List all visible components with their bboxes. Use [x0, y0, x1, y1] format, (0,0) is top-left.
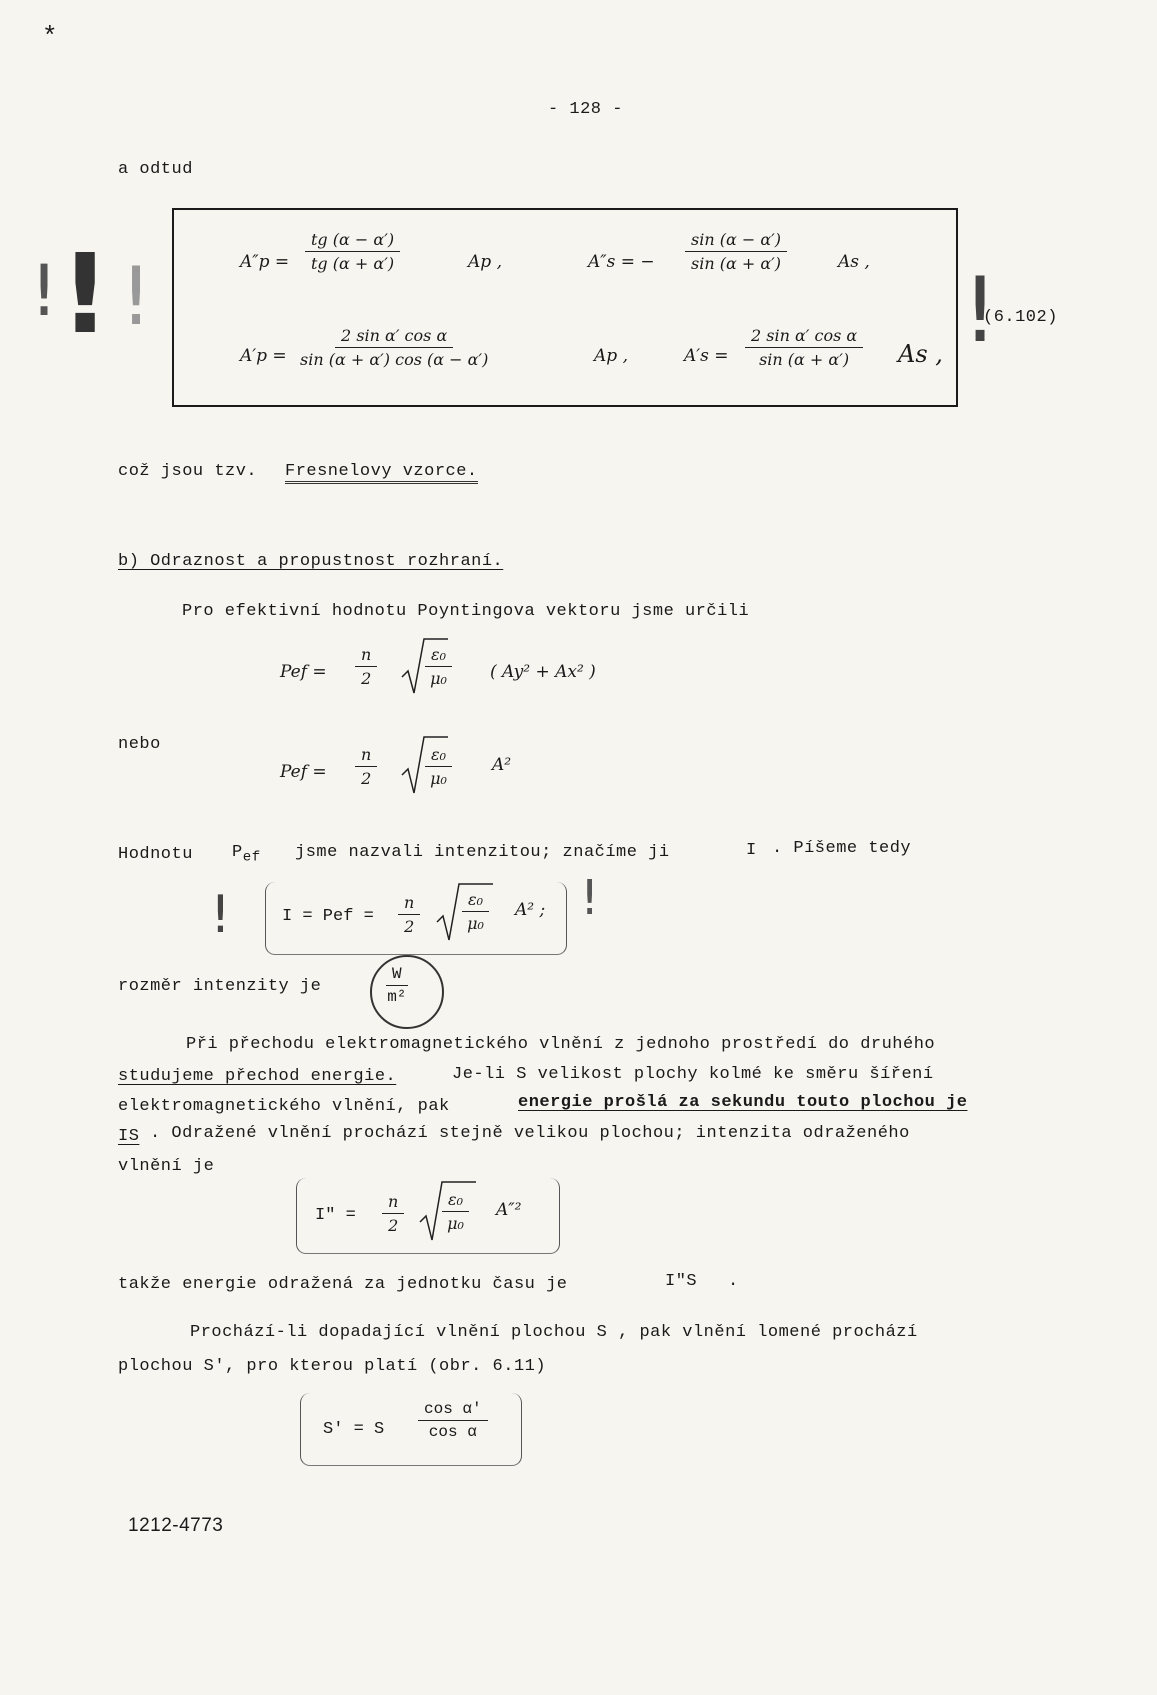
eq-r2-frac-p: [300, 326, 488, 369]
irefl-rest: A″²: [496, 1200, 522, 1220]
unit-m2: m²: [387, 988, 407, 1006]
hodnotu-b: jsme nazvali intenzitou; značíme ji: [295, 843, 670, 862]
takze-period: .: [728, 1272, 739, 1291]
pef1-two: 2: [361, 669, 372, 688]
para1-line4a: IS: [118, 1127, 140, 1146]
pef2-frac: [355, 745, 377, 788]
eq-r2-lhs-s: A′s =: [684, 346, 729, 366]
pef1-eps-frac: [425, 645, 452, 688]
pef2-two: 2: [361, 769, 372, 788]
eq-r1-tail-s: As ,: [838, 252, 870, 272]
margin-exclamation-mark: !: [30, 250, 59, 332]
eq-r2-den-p: sin (α + α′) cos (α − α′): [300, 350, 489, 369]
pef1-mu: μ₀: [430, 669, 447, 688]
pef2-rest: A²: [492, 755, 512, 775]
eq-r1-num-s: sin (α − α′): [685, 230, 787, 252]
irefl-mu: μ₀: [447, 1214, 464, 1233]
section-b-heading: b) Odraznost a propustnost rozhraní.: [118, 552, 504, 571]
ieq-eps-frac: [462, 890, 489, 933]
unit-watt: W: [386, 965, 408, 986]
eq-r2-num-p: 2 sin α′ cos α: [335, 326, 453, 348]
fresnel-prefix: což jsou tzv.: [118, 462, 258, 481]
fresnel-equation-box: [172, 208, 958, 407]
margin-exclamation-mark: !: [962, 258, 999, 363]
para1-line3a: elektromagnetického vlnění, pak: [118, 1097, 450, 1116]
takze-text: takže energie odražená za jednotku času je: [118, 1275, 568, 1294]
para1-line5: vlnění je: [118, 1157, 215, 1176]
irefl-n: n: [382, 1192, 404, 1214]
eq-r2-tail-p: Ap ,: [594, 346, 628, 366]
rozmer-unit: [386, 965, 408, 1006]
para1-line1: Při přechodu elektromagnetického vlnění z jednoho prostředí do druhého: [186, 1035, 936, 1054]
eq-r1-den-p: tg (α + α′): [311, 254, 395, 273]
ieq-frac: [398, 893, 420, 936]
margin-exclamation-mark: !: [580, 870, 600, 926]
pef-symbol: P: [232, 843, 243, 862]
ieq-two: 2: [404, 917, 415, 936]
irefl-lhs: I″ =: [315, 1206, 356, 1225]
fresnel-term: Fresnelovy vzorce.: [285, 462, 478, 484]
eq-r1-frac-p: [305, 230, 400, 273]
eq-r1-lhs-s: A″s = −: [588, 252, 655, 272]
pef1-rest: ( Ay² + Ax² ): [490, 662, 596, 682]
margin-exclamation-mark: !: [210, 885, 231, 945]
eq-r2-den-s: sin (α + α′): [759, 350, 850, 369]
eq-r2-num-s: 2 sin α′ cos α: [745, 326, 863, 348]
sprime-lhs: S′ = S: [323, 1420, 385, 1439]
irefl-eps-frac: [442, 1190, 469, 1233]
sprime-den: cos α: [428, 1423, 477, 1441]
pef-subscript: ef: [242, 849, 261, 866]
poynting-text: Pro efektivní hodnotu Poyntingova vektoru jsme určili: [182, 602, 750, 621]
eq-r1-lhs-p: A″p =: [240, 252, 290, 272]
irefl-frac: [382, 1192, 404, 1235]
eq-r1-num-p: tg (α − α′): [305, 230, 400, 252]
pef2-mu: μ₀: [430, 769, 447, 788]
para1-line2a: studujeme přechod energie.: [118, 1067, 397, 1086]
ieq-mu: μ₀: [467, 914, 484, 933]
pef2-lhs: Pef =: [280, 762, 327, 782]
irefl-two: 2: [388, 1216, 399, 1235]
corner-mark: *: [42, 22, 59, 52]
intro-text: a odtud: [118, 160, 193, 179]
rozmer-text: rozměr intenzity je: [118, 977, 322, 996]
para1-line4b: . Odražené vlnění prochází stejně velikou plochou; intenzita odraženého: [150, 1124, 910, 1143]
para1-line2b: Je-li S velikost plochy kolmé ke směru šíření: [452, 1065, 934, 1084]
pef1-n: n: [355, 645, 377, 667]
eq-r1-den-s: sin (α + α′): [691, 254, 782, 273]
footer-code: 1212-4773: [128, 1515, 224, 1536]
para1-line3b: energie prošlá za sekundu touto plochou je: [518, 1093, 968, 1112]
eq-r2-tail-s: As ,: [898, 340, 943, 368]
margin-exclamation-mark: !: [120, 250, 153, 343]
sprime-frac: [418, 1400, 488, 1441]
sprime-num: cos α′: [418, 1400, 488, 1421]
ieq-rest: A² ;: [515, 900, 546, 920]
pef2-eps-frac: [425, 745, 452, 788]
eq-r1-tail-p: Ap ,: [468, 252, 502, 272]
hodnotu-c: I: [746, 841, 757, 860]
hodnotu-d: . Píšeme tedy: [772, 839, 912, 858]
page-number: - 128 -: [548, 100, 623, 119]
para2-line2: plochou S′, pro kterou platí (obr. 6.11): [118, 1357, 547, 1376]
nebo-text: nebo: [118, 735, 161, 754]
pef2-eps: ε₀: [425, 745, 452, 767]
eq-r1-frac-s: [685, 230, 787, 273]
para2-line1: Prochází-li dopadající vlnění plochou S , pak vlnění lomené prochází: [190, 1323, 918, 1342]
eq-r2-frac-s: [745, 326, 863, 369]
ieq-n: n: [398, 893, 420, 915]
hodnotu-a: Hodnotu: [118, 845, 193, 864]
pef2-n: n: [355, 745, 377, 767]
pef1-eps: ε₀: [425, 645, 452, 667]
ieq-lhs: I = Pef =: [282, 907, 374, 926]
margin-exclamation-mark: !: [60, 230, 111, 358]
takze-is: I″S: [665, 1272, 698, 1291]
irefl-eps: ε₀: [442, 1190, 469, 1212]
pef1-frac: [355, 645, 377, 688]
pef1-lhs: Pef =: [280, 662, 327, 682]
equation-label: (6.102): [983, 308, 1058, 327]
hodnotu-pef: [232, 843, 261, 865]
eq-r2-lhs-p: A′p =: [240, 346, 287, 366]
ieq-eps: ε₀: [462, 890, 489, 912]
